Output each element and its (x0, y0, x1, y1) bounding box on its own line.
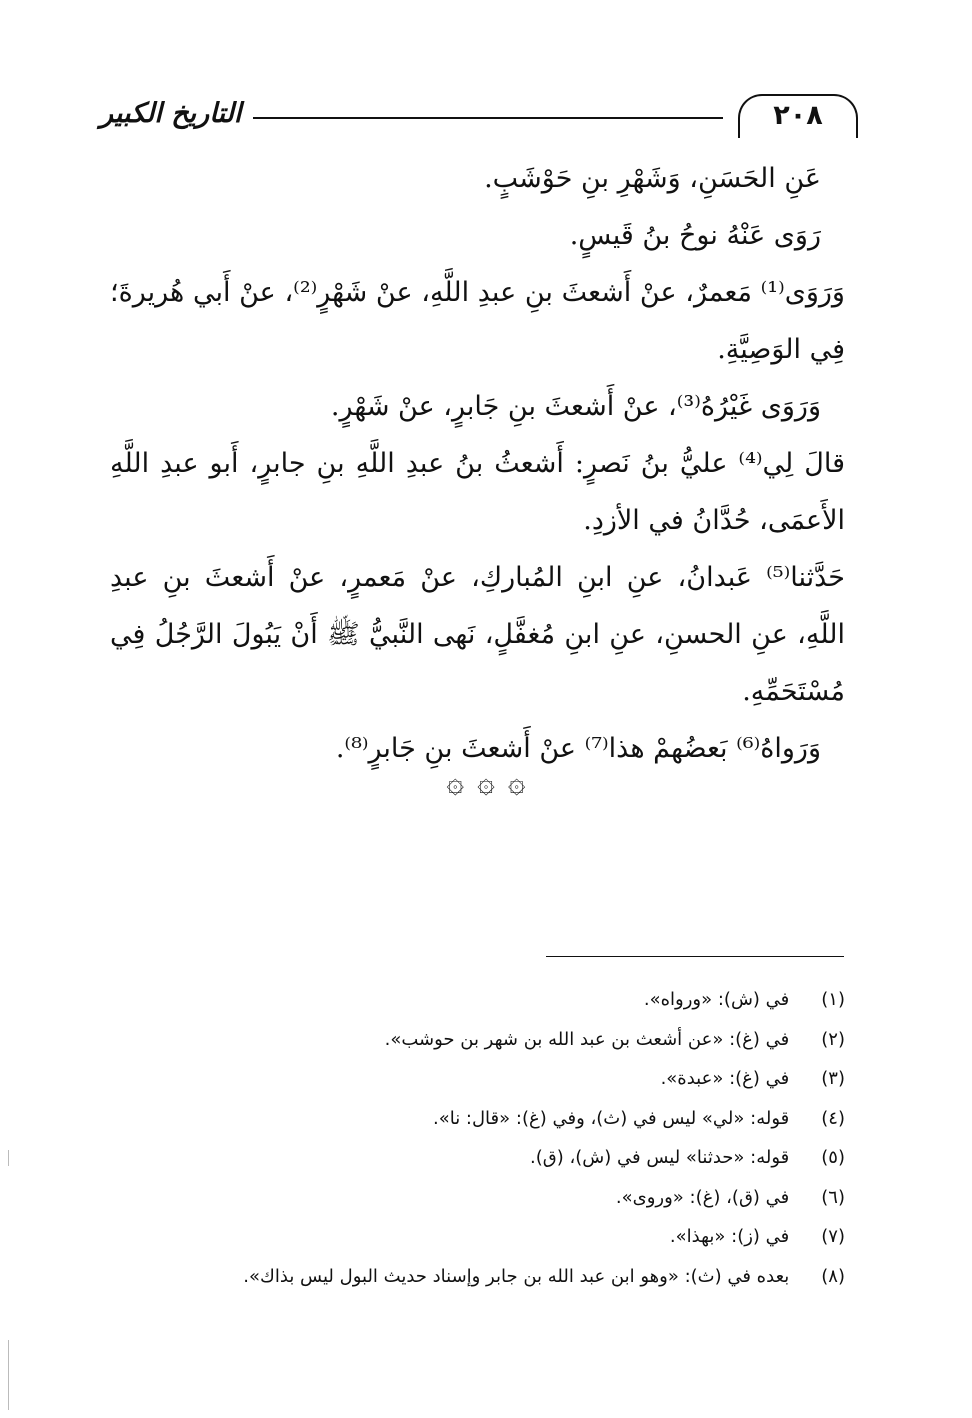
footnote-number: (٥) (821, 1147, 845, 1168)
footnote-text: بعده في (ث): «وهو ابن عبد الله بن جابر وإسناد حديث البول ليس بذاك». (243, 1265, 790, 1287)
ornament-icon: ۞ (477, 765, 495, 800)
footnote-number: (١) (821, 989, 845, 1010)
paragraph: رَوَى عَنْهُ نوحُ بنُ قَيسٍ. (569, 220, 821, 251)
scan-mark (8, 1340, 9, 1410)
main-text (110, 150, 845, 777)
footnote (110, 1257, 845, 1297)
paragraph: وَرَوَى غَيْرُهُ⁽³⁾، عنْ أَشعثَ بنِ جَابرٍ، عنْ شَهْرٍ. (330, 391, 821, 422)
footnote (110, 1099, 845, 1139)
footnote (110, 1138, 845, 1178)
footnotes (110, 980, 845, 1296)
footnote (110, 1178, 845, 1218)
page-header (100, 92, 858, 140)
footnote-text: قوله: «لي» ليس في (ث)، وفي (غ): «قال: نا». (432, 1107, 790, 1129)
paragraph: حَدَّثنا⁽⁵⁾ عَبدانُ، عنِ ابنِ المُباركِ، عنْ مَعمرٍ، عنْ أَشعثَ بنِ عبدِ اللَّهِ، عنِ الحسنِ، عنِ ابنِ مُغفَّلٍ، نَهى النَّبيُّ ﷺ أَنْ يَبُولَ الرَّجُلُ فِي مُسْتَحَمِّهِ. (110, 562, 845, 707)
section-ornament (0, 766, 972, 800)
footnote-text: في (ش): «ورواه». (643, 989, 790, 1010)
paragraph: وَرَواهُ⁽⁶⁾ بَعضُهمْ هذا⁽⁷⁾ عنْ أَشعثَ بنِ جَابرٍ⁽⁸⁾. (335, 733, 821, 764)
footnote (110, 1059, 845, 1099)
paragraph: عَنِ الحَسَنِ، وَشَهْرِ بنِ حَوْشَبٍ. (484, 163, 821, 194)
footnote-text: في (ز): «بهذا». (669, 1226, 790, 1247)
footnote-number: (٨) (821, 1265, 845, 1287)
footnote-text: قوله: «حدثنا» ليس في (ش)، (ق). (529, 1147, 790, 1168)
footnote-text: في (ق)، (غ): «وروى». (615, 1186, 790, 1208)
page-number: ٢٠٨ (738, 94, 858, 138)
footnote-number: (٤) (821, 1107, 845, 1129)
footnote (110, 980, 845, 1020)
scan-mark (8, 1150, 9, 1166)
footnote (110, 1020, 845, 1060)
paragraph: وَرَوَى⁽¹⁾ مَعمرٌ، عنْ أَشعثَ بنِ عبدِ اللَّهِ، عنْ شَهْرٍ⁽²⁾، عنْ أَبي هُريرةَ؛ فِي الوَصِيَّةِ. (110, 277, 845, 365)
ornament-icon: ۞ (446, 765, 465, 800)
paragraph: قالَ لِي⁽⁴⁾ عليُّ بنُ نَصرٍ: أَشعثُ بنُ عبدِ اللَّهِ بنِ جابرٍ، أَبو عبدِ اللَّهِ الأَعمَى، حُدَّانُ في الأزدِ. (110, 448, 845, 536)
footnote-rule (546, 956, 844, 957)
header-rule (253, 117, 723, 119)
footnote-number: (٦) (821, 1186, 845, 1208)
footnote-text: في (غ): «عن أشعث بن عبد الله بن شهر بن حوشب». (384, 1028, 790, 1050)
footnote-number: (٢) (821, 1028, 845, 1050)
footnote (110, 1217, 845, 1257)
footnote-text: في (غ): «عبدة». (660, 1068, 790, 1089)
footnote-number: (٧) (821, 1226, 845, 1247)
running-title: التاريخ الكبير (100, 98, 242, 129)
footnote-number: (٣) (821, 1068, 845, 1089)
ornament-icon: ۞ (507, 765, 526, 800)
